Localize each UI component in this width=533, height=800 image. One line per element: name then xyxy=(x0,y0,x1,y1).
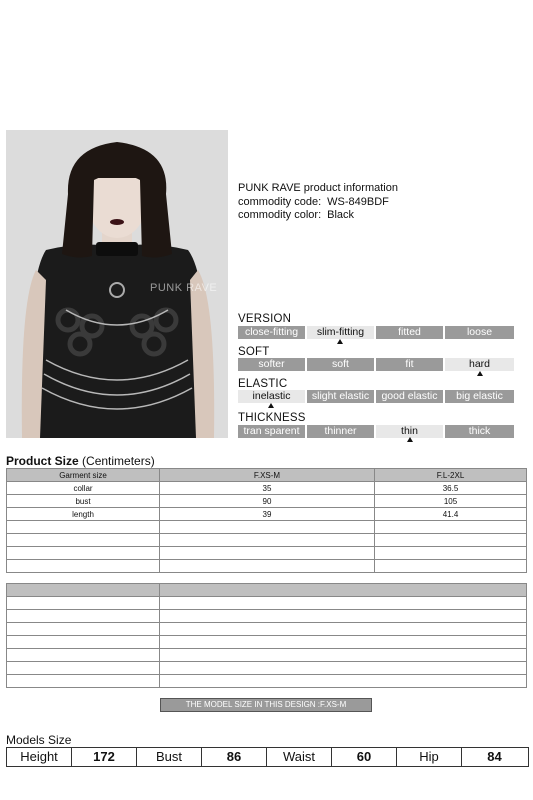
attr-version-bar xyxy=(238,326,514,339)
table-cell: 35 xyxy=(160,482,375,495)
attr-soft-title: SOFT xyxy=(238,346,270,358)
table-row xyxy=(7,636,527,649)
attr-option: soft xyxy=(307,358,374,371)
attr-thickness-title: THICKNESS xyxy=(238,412,306,424)
table-header-row xyxy=(7,584,527,597)
attr-option: slight elastic xyxy=(307,390,374,403)
selection-marker-icon xyxy=(268,403,274,408)
table-cell: bust xyxy=(7,495,160,508)
attr-option-selected: thin xyxy=(376,425,443,438)
table-row xyxy=(7,482,527,495)
attr-option-selected: slim-fitting xyxy=(307,326,374,339)
hip-label: Hip xyxy=(397,748,462,766)
selection-marker-icon xyxy=(477,371,483,376)
attr-option: close-fitting xyxy=(238,326,305,339)
attr-option: loose xyxy=(445,326,514,339)
attr-option: thinner xyxy=(307,425,374,438)
commodity-color-label: commodity color: xyxy=(238,209,322,221)
attr-option: fitted xyxy=(376,326,443,339)
commodity-code-label: commodity code: xyxy=(238,195,322,208)
selection-marker-icon xyxy=(407,437,413,442)
table-row xyxy=(7,675,527,688)
table-cell: collar xyxy=(7,482,160,495)
attr-elastic-bar xyxy=(238,390,514,403)
attr-thickness-bar xyxy=(238,425,514,438)
models-size-title: Models Size xyxy=(6,733,72,747)
selection-marker-icon xyxy=(337,339,343,344)
bust-value: 86 xyxy=(202,748,267,766)
attr-option: tran sparent xyxy=(238,425,305,438)
height-label: Height xyxy=(7,748,72,766)
product-size-heading xyxy=(6,454,155,468)
table-row xyxy=(7,547,527,560)
header-cell: F.L-2XL xyxy=(375,469,527,482)
attr-option-selected: inelastic xyxy=(238,390,305,403)
attr-option: thick xyxy=(445,425,514,438)
commodity-color-row xyxy=(238,209,398,223)
table-row xyxy=(7,662,527,675)
commodity-code: WS-849BDF xyxy=(327,195,389,208)
table-cell: 90 xyxy=(160,495,375,508)
bust-label: Bust xyxy=(137,748,202,766)
table-row xyxy=(7,521,527,534)
header-cell: Garment size xyxy=(7,469,160,482)
table-cell: 41.4 xyxy=(375,508,527,521)
attr-option: fit xyxy=(376,358,443,371)
size-table-secondary xyxy=(6,583,527,688)
commodity-color: Black xyxy=(327,209,355,221)
attr-option-selected: hard xyxy=(445,358,514,371)
commodity-code-row xyxy=(238,196,398,210)
table-row xyxy=(7,610,527,623)
watermark: PUNK RAVE xyxy=(150,282,218,294)
models-size-row xyxy=(6,747,529,767)
attr-option: big elastic xyxy=(445,390,514,403)
size-table xyxy=(6,468,527,573)
attr-elastic-title: ELASTIC xyxy=(238,378,288,390)
waist-value: 60 xyxy=(332,748,397,766)
table-row xyxy=(7,649,527,662)
table-row xyxy=(7,560,527,573)
table-cell: 39 xyxy=(160,508,375,521)
attr-version-title: VERSION xyxy=(238,313,292,325)
hip-value: 84 xyxy=(487,749,502,764)
product-size-unit: (Centimeters) xyxy=(82,454,155,468)
table-row xyxy=(7,508,527,521)
header-cell: F.XS-M xyxy=(160,469,375,482)
table-row xyxy=(7,597,527,610)
waist-label: Waist xyxy=(267,748,332,766)
table-row xyxy=(7,534,527,547)
attr-soft-bar xyxy=(238,358,514,371)
table-cell: length xyxy=(7,508,160,521)
height-value: 172 xyxy=(72,748,137,766)
product-info xyxy=(238,182,398,223)
table-cell: 36.5 xyxy=(375,482,527,495)
model-size-banner: THE MODEL SIZE IN THIS DESIGN :F.XS-M xyxy=(160,698,372,712)
attr-option: softer xyxy=(238,358,305,371)
product-size-title: Product Size xyxy=(6,454,79,468)
table-row xyxy=(7,623,527,636)
brand-line: PUNK RAVE product information xyxy=(238,182,398,194)
table-header-row xyxy=(7,469,527,482)
attr-option: good elastic xyxy=(376,390,443,403)
table-cell: 105 xyxy=(375,495,527,508)
table-row xyxy=(7,495,527,508)
